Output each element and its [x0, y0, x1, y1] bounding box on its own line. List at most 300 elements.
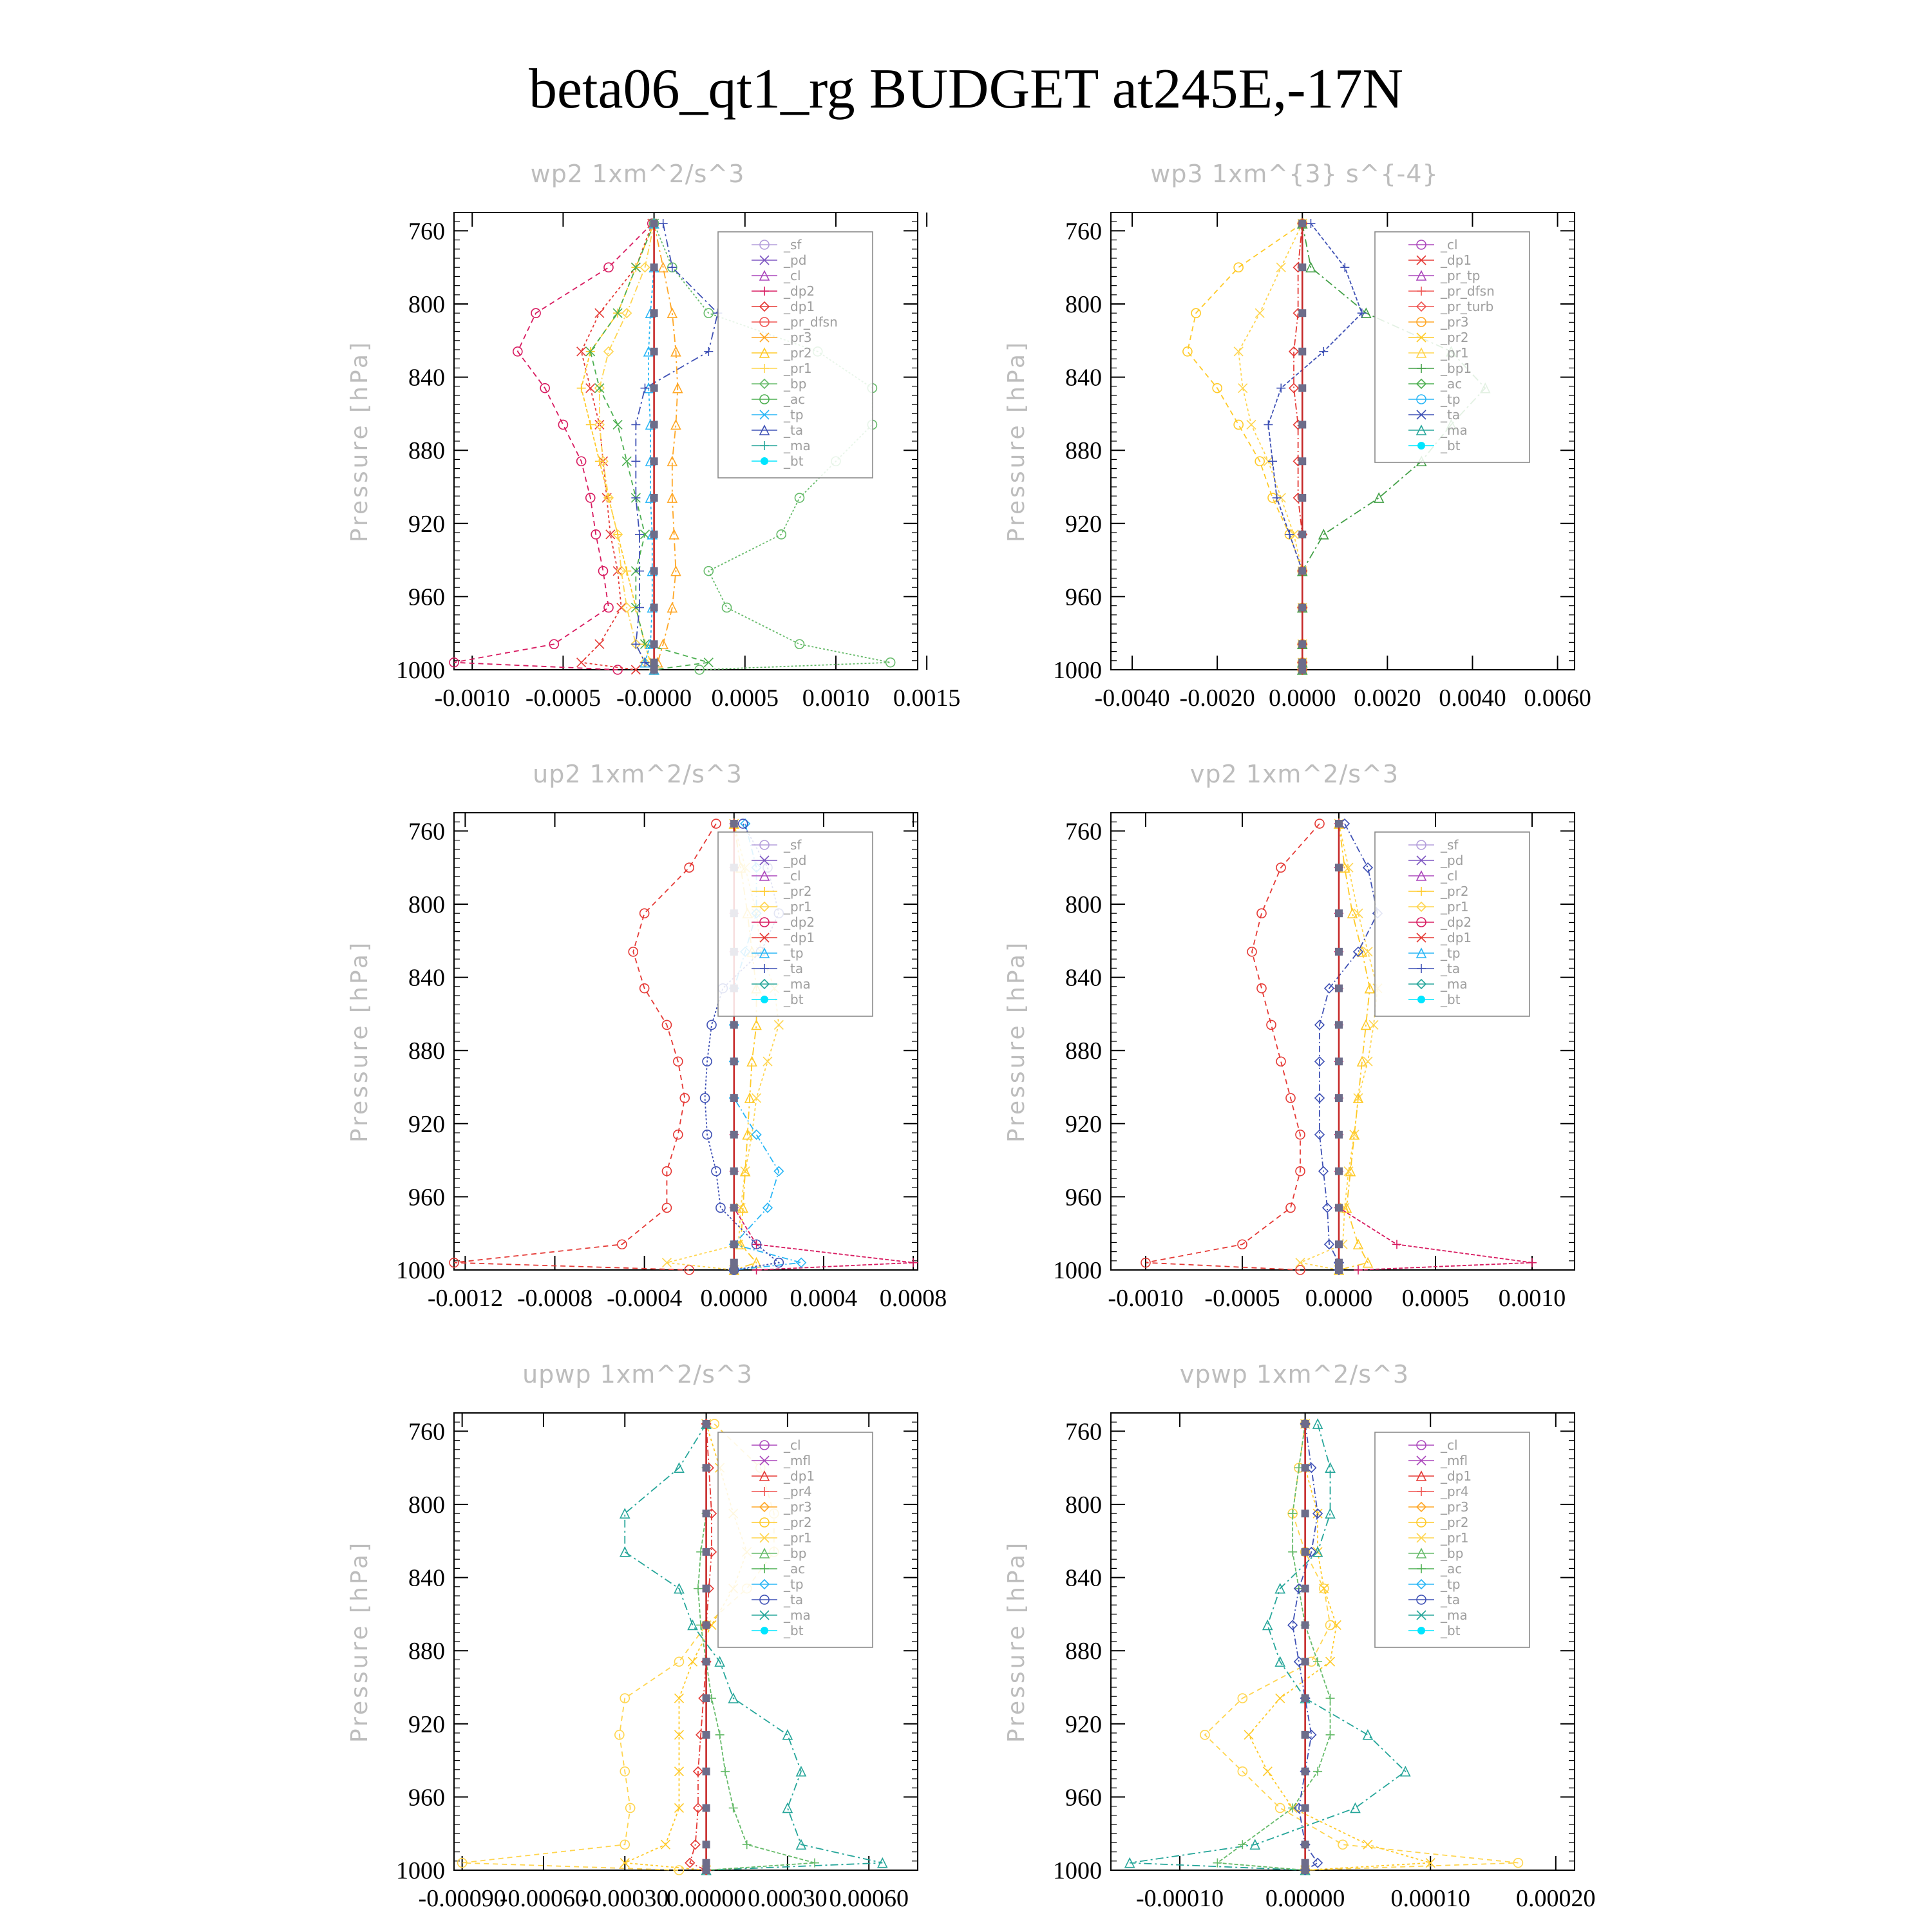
panel-upwp: [322, 1360, 953, 1920]
data-point: [577, 347, 586, 356]
x-tick-label: 0.0005: [1401, 1285, 1470, 1312]
legend-label: _ta: [784, 422, 804, 438]
chart-vpwp: [979, 1360, 1610, 1920]
data-point: [1268, 457, 1277, 466]
data-point: [1302, 1464, 1309, 1472]
legend-label: _pr4: [784, 1484, 812, 1499]
data-point: [1263, 1767, 1272, 1776]
data-point: [1264, 420, 1273, 429]
data-point: [1335, 864, 1343, 871]
data-point: [703, 1621, 710, 1629]
legend-label: _cl: [1441, 1437, 1458, 1453]
data-point: [1313, 1859, 1322, 1868]
data-point: [595, 639, 604, 649]
legend-label: _tp: [1441, 1577, 1461, 1592]
data-point: [1302, 1548, 1309, 1556]
x-tick-label: 0.00000: [666, 1885, 746, 1912]
data-point: [613, 420, 622, 429]
panel-vpwp: [979, 1360, 1610, 1920]
data-point: [631, 420, 640, 429]
legend-label: _tp: [1441, 392, 1461, 407]
x-tick-label: -0.0012: [427, 1285, 503, 1312]
data-point: [688, 1657, 697, 1666]
data-point: [1276, 1057, 1285, 1066]
series-line: [1339, 824, 1370, 1270]
data-point: [703, 1464, 710, 1472]
data-point: [1340, 263, 1349, 272]
data-point: [650, 659, 658, 667]
legend-label: _pd: [784, 252, 807, 268]
data-point: [774, 1020, 783, 1029]
data-point: [577, 658, 586, 667]
x-tick-label: 0.00060: [829, 1885, 909, 1912]
x-tick-label: -0.00010: [1135, 1885, 1224, 1912]
data-point: [712, 1167, 721, 1176]
x-tick-label: -0.00060: [499, 1885, 588, 1912]
data-point: [703, 1658, 710, 1665]
data-point: [703, 1841, 710, 1848]
y-tick-label: 960: [408, 1184, 445, 1211]
x-tick-label: -0.0010: [434, 685, 510, 712]
legend-label: _dp1: [784, 299, 815, 314]
x-tick-label: -0.00090: [418, 1885, 506, 1912]
data-point: [1298, 531, 1306, 538]
series-line: [645, 223, 654, 670]
data-point: [1298, 603, 1306, 611]
data-point: [694, 1584, 703, 1593]
y-tick-label: 960: [1065, 1184, 1102, 1211]
data-point: [1257, 984, 1266, 993]
legend-label: _ac: [784, 392, 806, 407]
legend-label: _ma: [784, 438, 811, 453]
data-point: [659, 219, 668, 228]
series-bt: [1298, 220, 1306, 674]
data-point: [1326, 1730, 1335, 1739]
x-tick-label: -0.0005: [525, 685, 601, 712]
legend-label: _pr1: [784, 361, 812, 376]
y-tick-label: 920: [408, 510, 445, 538]
data-point: [703, 1804, 710, 1812]
data-point: [730, 1204, 738, 1211]
data-point: [1298, 666, 1306, 674]
legend-label: _cl: [1441, 237, 1458, 252]
legend-label: _sf: [784, 837, 802, 853]
data-point: [1335, 1168, 1343, 1175]
data-point: [650, 567, 658, 575]
data-point: [704, 347, 713, 356]
legend-label: _dp1: [1441, 930, 1472, 945]
data-point: [1326, 1694, 1335, 1703]
y-tick-label: 1000: [1053, 1257, 1102, 1284]
data-point: [650, 309, 658, 317]
x-tick-label: 0.0010: [802, 685, 870, 712]
y-tick-label: 1000: [1053, 657, 1102, 684]
y-tick-label: 760: [1065, 218, 1102, 245]
legend-marker: [761, 1627, 768, 1634]
legend-marker: [761, 996, 768, 1003]
data-point: [1267, 1020, 1276, 1029]
legend-label: _pr3: [1441, 1499, 1469, 1515]
legend-label: _pr3: [1441, 314, 1469, 330]
legend-label: _ac: [784, 1561, 806, 1577]
data-point: [1302, 1510, 1309, 1517]
data-point: [763, 1057, 772, 1066]
data-point: [688, 1620, 697, 1629]
legend-label: _dp2: [784, 283, 815, 299]
figure-title: beta06_qt1_rg BUDGET at245E,-17N: [528, 58, 1404, 120]
legend-label: _cl: [784, 868, 801, 884]
data-point: [1255, 308, 1264, 317]
legend-label: _bp: [1441, 1546, 1464, 1561]
legend-label: _pr2: [1441, 330, 1469, 345]
data-point: [650, 421, 658, 428]
x-tick-label: -0.0004: [607, 1285, 683, 1312]
y-tick-label: 880: [1065, 1037, 1102, 1065]
series-line: [582, 223, 652, 670]
data-point: [586, 420, 595, 429]
data-point: [1392, 1240, 1401, 1249]
legend-label: _bt: [1441, 1623, 1461, 1638]
data-point: [1302, 1420, 1309, 1428]
data-point: [1298, 421, 1306, 428]
data-point: [1335, 1021, 1343, 1028]
data-point: [1335, 948, 1343, 956]
data-point: [703, 1866, 710, 1874]
legend-label: _pd: [784, 853, 807, 868]
data-point: [730, 1131, 738, 1139]
data-point: [797, 1258, 806, 1267]
y-tick-label: 760: [1065, 1418, 1102, 1446]
legend-label: _ta: [1441, 407, 1461, 422]
data-point: [1335, 985, 1343, 992]
data-point: [661, 1840, 670, 1849]
y-tick-label: 960: [1065, 1784, 1102, 1812]
legend-label: _dp1: [784, 1468, 815, 1484]
legend-label: _bt: [784, 1623, 804, 1638]
x-tick-label: 0.0000: [1268, 685, 1336, 712]
data-point: [703, 1510, 710, 1517]
legend-marker: [1417, 1627, 1425, 1634]
panel-title: up2 1xm^2/s^3: [533, 760, 743, 788]
data-point: [715, 1730, 724, 1739]
legend-label: _pr2: [1441, 1515, 1469, 1530]
data-point: [707, 1020, 716, 1029]
legend-marker: [1417, 996, 1425, 1003]
data-point: [1302, 1866, 1309, 1874]
data-point: [703, 1694, 710, 1702]
legend-label: _ma: [1441, 976, 1468, 992]
legend-label: _ta: [1441, 1592, 1461, 1607]
data-point: [650, 666, 658, 674]
data-point: [1302, 1585, 1309, 1593]
data-point: [1313, 1767, 1322, 1776]
data-point: [1354, 1240, 1363, 1249]
legend-label: _pr1: [784, 899, 812, 914]
legend-label: _sf: [784, 237, 802, 252]
series-line: [1217, 1424, 1330, 1870]
y-tick-label: 840: [408, 364, 445, 392]
x-tick-label: -0.00030: [581, 1885, 669, 1912]
data-point: [674, 1657, 683, 1666]
legend-label: _pr_tp: [1441, 268, 1481, 283]
data-point: [730, 1259, 738, 1267]
legend-label: _bt: [1441, 992, 1461, 1007]
legend-label: _pr_turb: [1441, 299, 1494, 314]
series-bt: [1302, 1420, 1309, 1874]
legend-label: _pr4: [1441, 1484, 1469, 1499]
x-tick-label: 0.00020: [1516, 1885, 1596, 1912]
data-point: [1298, 309, 1306, 317]
data-point: [1302, 1859, 1309, 1867]
data-point: [1302, 1731, 1309, 1739]
data-point: [729, 1803, 738, 1812]
chart-wp2: [322, 160, 961, 720]
series-bt: [650, 220, 658, 674]
data-point: [1302, 1694, 1309, 1702]
legend-label: _tp: [1441, 945, 1461, 961]
x-tick-label: 0.0000: [700, 1285, 768, 1312]
y-tick-label: 960: [408, 583, 445, 611]
x-tick-label: 0.00010: [1390, 1885, 1470, 1912]
series-line: [636, 223, 717, 670]
y-tick-label: 840: [1065, 1564, 1102, 1592]
data-point: [650, 531, 658, 538]
data-point: [703, 1731, 710, 1739]
data-point: [1335, 1259, 1343, 1267]
data-point: [783, 1803, 792, 1812]
data-point: [1354, 1265, 1363, 1274]
legend-label: _ma: [1441, 1607, 1468, 1623]
legend-label: _pd: [1441, 853, 1464, 868]
data-point: [909, 1258, 918, 1267]
data-point: [1298, 494, 1306, 502]
y-tick-label: 840: [1065, 964, 1102, 992]
data-point: [613, 567, 622, 576]
data-point: [730, 1266, 738, 1274]
data-point: [1350, 1803, 1359, 1812]
y-tick-label: 1000: [396, 1857, 445, 1884]
data-point: [730, 1057, 738, 1065]
legend-label: _bt: [1441, 438, 1461, 453]
data-point: [650, 220, 658, 227]
data-point: [599, 567, 608, 576]
legend-label: _dp1: [784, 930, 815, 945]
data-point: [730, 1021, 738, 1028]
data-point: [1335, 1057, 1343, 1065]
y-tick-label: 920: [1065, 510, 1102, 538]
legend-label: _pr1: [784, 1530, 812, 1546]
chart-wp3: [979, 160, 1610, 720]
chart-up2: [322, 760, 953, 1320]
legend-label: _bp1: [1441, 361, 1472, 376]
series-ta: [1264, 219, 1366, 674]
series-line: [1146, 824, 1320, 1270]
data-point: [1276, 1694, 1285, 1703]
legend-label: _tp: [784, 1577, 804, 1592]
series-ma: [1125, 1419, 1410, 1875]
series-dp1: [1141, 819, 1324, 1274]
data-point: [703, 1859, 710, 1867]
legend-label: _ta: [784, 961, 804, 976]
legend-label: _ma: [1441, 422, 1468, 438]
legend-label: _dp1: [1441, 1468, 1472, 1484]
y-tick-label: 760: [408, 1418, 445, 1446]
data-point: [1335, 820, 1343, 828]
series-ac: [586, 219, 714, 674]
series-pr2: [577, 219, 659, 674]
data-point: [631, 457, 640, 466]
y-tick-label: 800: [1065, 1492, 1102, 1519]
x-tick-label: 0.0005: [711, 685, 779, 712]
y-tick-label: 1000: [1053, 1857, 1102, 1884]
legend-marker: [761, 457, 768, 465]
legend-label: _pr2: [784, 884, 812, 899]
legend-label: _bp: [784, 1546, 807, 1561]
legend-label: _pr2: [1441, 884, 1469, 899]
legend-label: _pr_dfsn: [784, 314, 838, 330]
legend-marker: [1417, 442, 1425, 450]
data-point: [1298, 220, 1306, 227]
y-tick-label: 800: [1065, 891, 1102, 918]
series-bp: [1213, 1419, 1334, 1875]
data-point: [1298, 384, 1306, 392]
series-line: [1268, 223, 1361, 670]
data-point: [1234, 420, 1243, 429]
legend-label: _tp: [784, 945, 804, 961]
data-point: [650, 494, 658, 502]
data-point: [685, 863, 694, 872]
data-point: [1298, 567, 1306, 575]
x-tick-label: -0.0008: [516, 1285, 593, 1312]
y-tick-label: 840: [408, 964, 445, 992]
data-point: [620, 1548, 629, 1557]
data-point: [650, 348, 658, 355]
legend-label: _dp2: [784, 914, 815, 930]
series-dp1: [577, 219, 657, 674]
data-point: [743, 1840, 752, 1849]
data-point: [631, 639, 640, 649]
data-point: [703, 1585, 710, 1593]
data-point: [703, 1768, 710, 1776]
legend-label: _pr1: [1441, 899, 1469, 914]
data-point: [701, 1094, 710, 1103]
data-point: [1363, 863, 1372, 872]
data-point: [1335, 1131, 1343, 1139]
panel-vp2: [979, 760, 1610, 1320]
legend-label: _pr1: [1441, 345, 1469, 361]
data-point: [622, 457, 631, 466]
legend-label: _pr3: [784, 1499, 812, 1515]
legend-label: _cl: [784, 1437, 801, 1453]
x-tick-label: 0.0060: [1524, 685, 1591, 712]
data-point: [730, 1094, 738, 1102]
series-ta: [631, 219, 722, 674]
panel-title: vpwp 1xm^2/s^3: [1179, 1360, 1410, 1388]
chart-upwp: [322, 1360, 953, 1920]
x-tick-label: 0.0010: [1498, 1285, 1566, 1312]
series-line: [1188, 223, 1302, 670]
panel-up2: [322, 760, 953, 1320]
data-point: [1183, 347, 1192, 356]
data-point: [650, 640, 658, 648]
data-point: [1298, 640, 1306, 648]
y-tick-label: 920: [1065, 1110, 1102, 1138]
legend-label: _dp1: [1441, 252, 1472, 268]
legend-label: _pr1: [1441, 1530, 1469, 1546]
series-bt: [1335, 820, 1343, 1274]
data-point: [1528, 1258, 1537, 1267]
legend-label: _sf: [1441, 837, 1459, 853]
legend-label: _pr2: [784, 1515, 812, 1530]
data-point: [1335, 1204, 1343, 1211]
panel-title: upwp 1xm^2/s^3: [522, 1360, 753, 1388]
data-point: [1247, 420, 1256, 429]
data-point: [1276, 263, 1285, 272]
legend-label: _bp: [784, 376, 807, 392]
x-tick-label: 0.00000: [1265, 1885, 1345, 1912]
data-point: [635, 530, 644, 539]
data-point: [730, 820, 738, 828]
data-point: [662, 1258, 671, 1267]
legend-label: _cl: [1441, 868, 1458, 884]
y-axis-label: Pressure [hPa]: [1003, 940, 1030, 1143]
legend-label: _ma: [784, 1607, 811, 1623]
y-tick-label: 800: [1065, 291, 1102, 318]
y-axis-label: Pressure [hPa]: [346, 339, 373, 543]
y-tick-label: 880: [408, 1037, 445, 1065]
data-point: [730, 1168, 738, 1175]
data-point: [604, 263, 613, 272]
legend-label: _ma: [784, 976, 811, 992]
x-tick-label: -0.0020: [1179, 685, 1255, 712]
data-point: [650, 457, 658, 465]
series-dp1: [450, 819, 721, 1274]
data-point: [1257, 909, 1266, 918]
panel-title: vp2 1xm^2/s^3: [1189, 760, 1399, 788]
data-point: [1302, 1621, 1309, 1629]
y-axis-label: Pressure [hPa]: [1003, 1540, 1030, 1743]
panel-wp3: [979, 160, 1610, 720]
y-tick-label: 920: [1065, 1710, 1102, 1738]
y-axis-label: Pressure [hPa]: [346, 940, 373, 1143]
data-point: [668, 308, 677, 317]
y-axis-label: Pressure [hPa]: [346, 1540, 373, 1743]
legend-label: _ta: [784, 1592, 804, 1607]
data-point: [1335, 909, 1343, 917]
legend-label: _tp: [784, 407, 804, 422]
data-point: [650, 263, 658, 271]
y-tick-label: 800: [408, 291, 445, 318]
series-line: [582, 223, 654, 670]
x-tick-label: -0.0005: [1204, 1285, 1280, 1312]
series-line: [1130, 1424, 1405, 1870]
y-tick-label: 960: [408, 1784, 445, 1812]
legend-label: _mfl: [1441, 1453, 1468, 1468]
data-point: [558, 420, 567, 429]
data-point: [1286, 1203, 1295, 1212]
data-point: [1238, 1840, 1247, 1849]
panel-title: wp3 1xm^{3} s^{-4}: [1150, 160, 1439, 188]
x-tick-label: 0.0004: [790, 1285, 858, 1312]
y-tick-label: 880: [1065, 1638, 1102, 1665]
data-point: [1335, 1266, 1343, 1274]
data-point: [1302, 1768, 1309, 1776]
y-tick-label: 800: [408, 1492, 445, 1519]
legend-label: _ac: [1441, 1561, 1463, 1577]
series-line: [454, 223, 652, 670]
legend-label: _pr3: [784, 330, 812, 345]
data-point: [1363, 1840, 1372, 1849]
